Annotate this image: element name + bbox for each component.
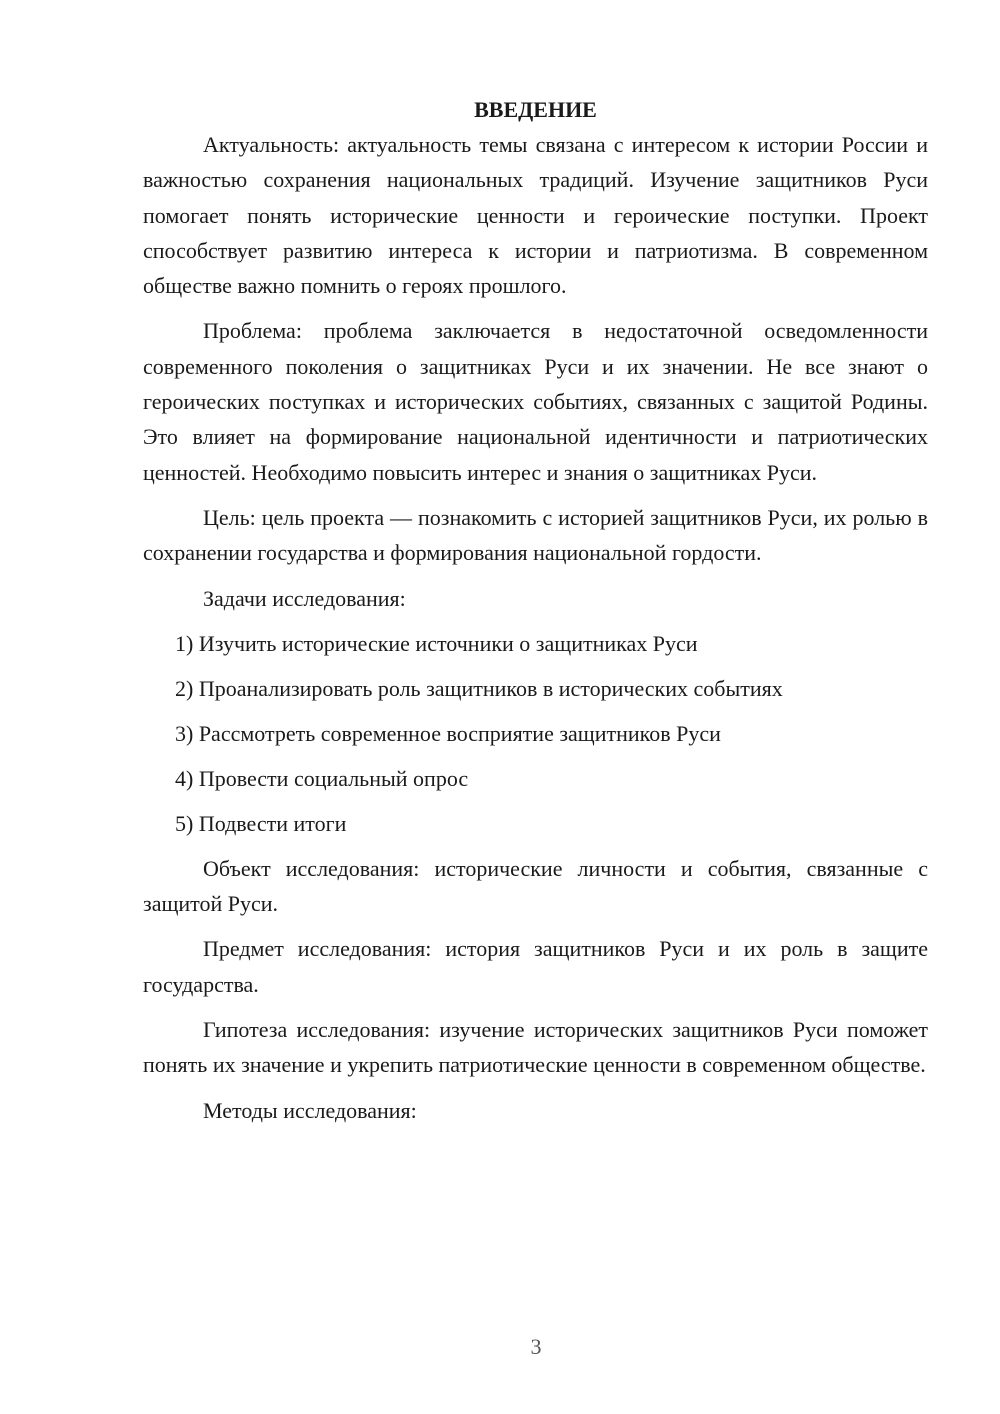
list-item: 1) Изучить исторические источники о защитниках Руси [175,630,698,656]
object-paragraph: Объект исследования: исторические личности и события, связанные с защитой Руси. [143,855,928,917]
page-number: 3 [530,1334,542,1359]
section-heading: ВВЕДЕНИЕ [474,97,597,122]
list-item: 2) Проанализировать роль защитников в исторических событиях [175,675,783,701]
document-page [143,92,928,1128]
relevance-paragraph: Актуальность: актуальность темы связана с интересом к истории России и важностью сохранения национальных традиций. Изучение защитников Руси помогает понять исторические ценности и героические поступки. Проект способствует развитию интереса к истории и патриотизма. В современном обществе важно помнить о героях прошлого. [143,132,928,299]
list-item: 4) Провести социальный опрос [175,765,469,791]
subject-paragraph: Предмет исследования: история защитников Руси и их роль в защите государства. [143,936,928,997]
goal-paragraph: Цель: цель проекта — познакомить с историей защитников Руси, их ролью в сохранении государства и формирования национальной гордости. [143,504,928,566]
list-item: 3) Рассмотреть современное восприятие защитников Руси [175,720,721,746]
tasks-title: Задачи исследования: [203,585,406,611]
list-item: 5) Подвести итоги [175,810,347,836]
tasks-list [143,626,928,841]
problem-paragraph: Проблема: проблема заключается в недостаточной осведомленности современного поколения о защитниках Руси и их значении. Не все знают о героических поступках и исторических событиях, связанных с защитой Родины. Это влияет на формирование национальной идентичности и патриотических ценностей. Необходимо повысить интерес и знания о защитниках Руси. [143,318,928,485]
hypothesis-paragraph: Гипотеза исследования: изучение исторических защитников Руси поможет понять их значение и укрепить патриотические ценности в современном обществе. [143,1017,928,1078]
methods-title: Методы исследования: [203,1097,417,1123]
